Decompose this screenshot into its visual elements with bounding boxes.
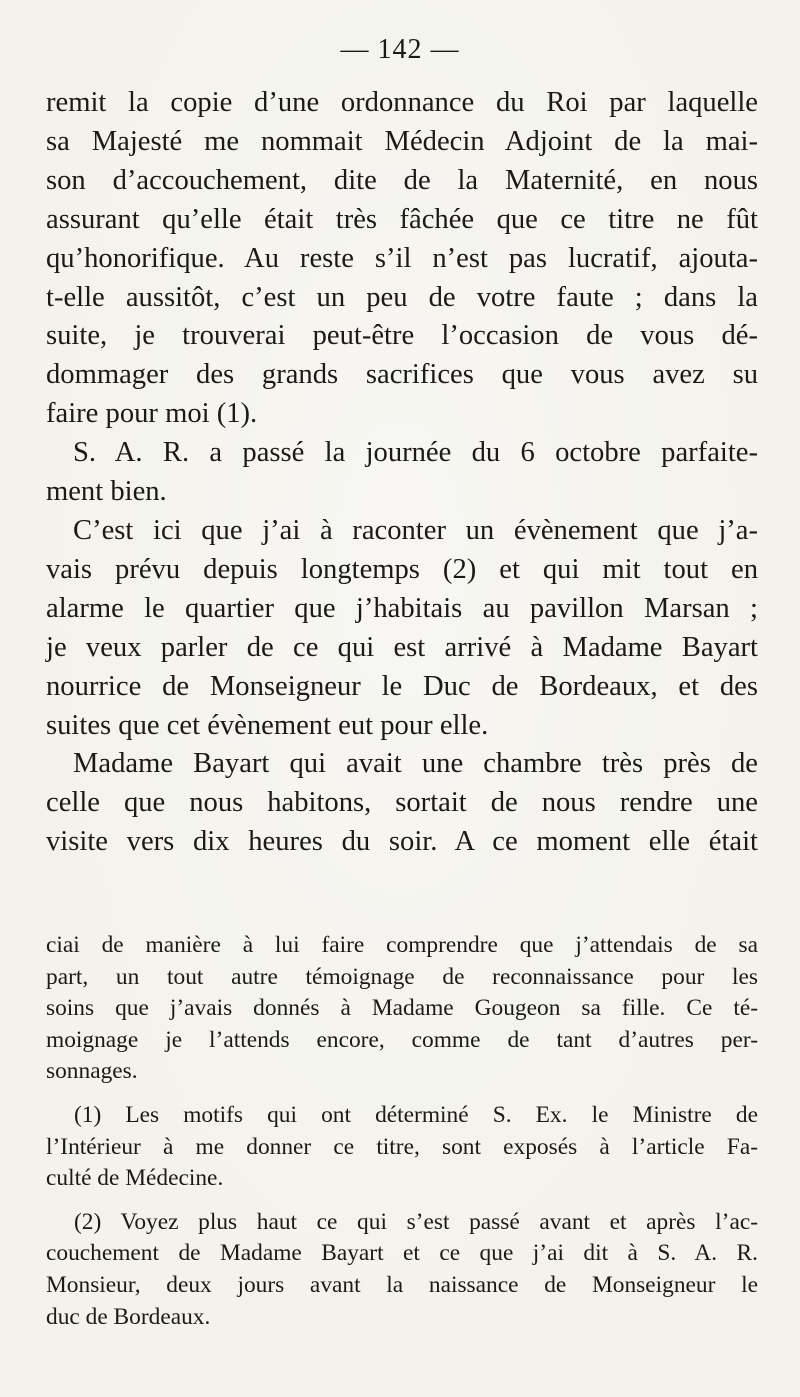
text-line: visite vers dix heures du soir. A ce moment elle était [46, 826, 758, 858]
text-line: sa Majesté me nommait Médecin Adjoint de la mai- [46, 125, 758, 157]
main-text [46, 84, 758, 862]
note-line: (1) Les motifs qui ont déterminé S. Ex. le Ministre de [74, 1101, 758, 1128]
text-line: assurant qu’elle était très fâchée que ce titre ne fût [46, 203, 758, 235]
text-line: faire pour moi (1). [46, 398, 258, 430]
note-line: duc de Bordeaux. [46, 1303, 211, 1330]
note-line: part, un tout autre témoignage de reconnaissance pour les [46, 963, 758, 990]
text-line: remit la copie d’une ordonnance du Roi par laquelle [46, 87, 758, 118]
note-line: soins que j’avais donnés à Madame Gougeon sa fille. Ce té- [46, 995, 758, 1022]
text-line: son d’accouchement, dite de la Maternité, en nous [46, 164, 758, 196]
text-line: suites que cet évènement eut pour elle. [46, 709, 489, 741]
text-line: C’est ici que j’ai à raconter un évènement que j’a- [73, 514, 758, 546]
note-line: Monsieur, deux jours avant la naissance de Monseigneur le [46, 1271, 758, 1298]
text-line: qu’honorifique. Au reste s’il n’est pas lucratif, ajouta- [46, 242, 758, 274]
note-line: culté de Médecine. [46, 1165, 224, 1192]
text-line: celle que nous habitons, sortait de nous rendre une [46, 787, 758, 819]
paragraph [46, 434, 758, 512]
text-line: vais prévu depuis longtemps (2) et qui mit tout en [46, 553, 758, 585]
note-line: couchement de Madame Bayart et ce que j’ai dit à S. A. R. [46, 1240, 758, 1267]
footnote-1 [46, 1100, 758, 1195]
text-line: dommager des grands sacrifices que vous avez su [46, 359, 758, 391]
footnote-continuation [46, 930, 758, 1088]
paragraph [46, 745, 758, 862]
text-line: ment bien. [46, 476, 167, 508]
note-line: l’Intérieur à me donner ce titre, sont exposés à l’article Fa- [46, 1133, 758, 1160]
paragraph [46, 84, 758, 434]
text-line: nourrice de Monseigneur le Duc de Bordeaux, et des [46, 670, 758, 702]
note-line: moignage je l’attends encore, comme de tant d’autres per- [46, 1026, 758, 1053]
footnote-2 [46, 1207, 758, 1333]
text-line: je veux parler de ce qui est arrivé à Madame Bayart [46, 631, 758, 663]
text-line: alarme le quartier que j’habitais au pavillon Marsan ; [46, 592, 758, 624]
text-line: S. A. R. a passé la journée du 6 octobre parfaite- [73, 437, 758, 469]
text-line: Madame Bayart qui avait une chambre très près de [73, 748, 758, 780]
paragraph [46, 512, 758, 745]
note-line: sonnages. [46, 1058, 138, 1085]
page-number: — 142 — [340, 34, 460, 65]
note-line: (2) Voyez plus haut ce qui s’est passé avant et après l’ac- [74, 1208, 758, 1235]
text-line: t-elle aussitôt, c’est un peu de votre faute ; dans la [46, 281, 758, 313]
text-line: suite, je trouverai peut-être l’occasion de vous dé- [46, 320, 758, 352]
footnotes [46, 930, 758, 1345]
note-line: ciai de manière à lui faire comprendre que j’attendais de sa [46, 932, 758, 958]
